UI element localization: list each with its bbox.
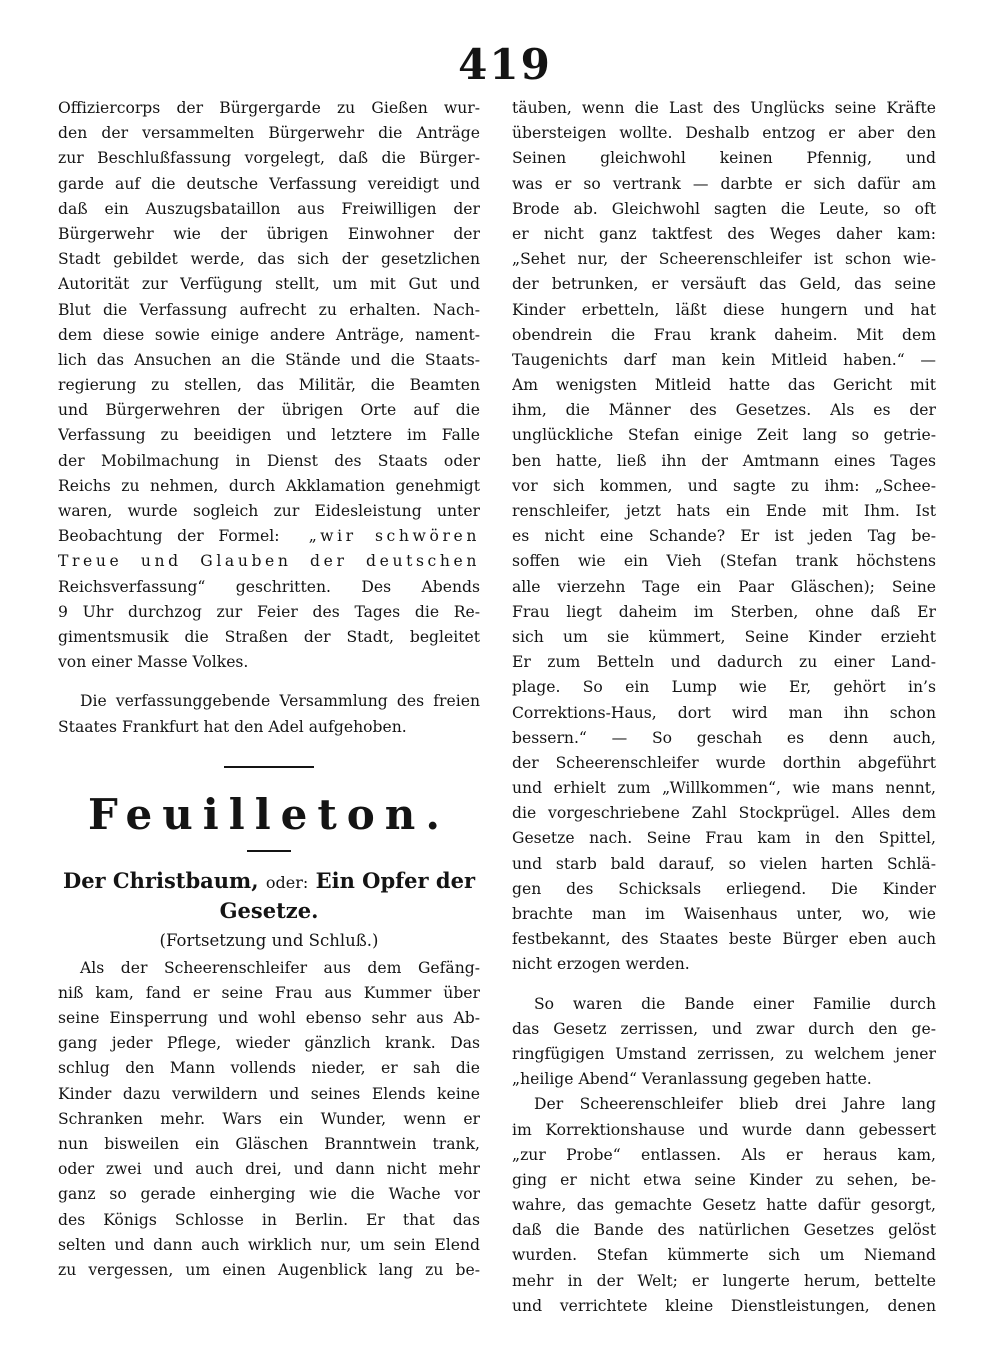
- text-line: „zur Probe“ entlassen. Als er heraus kam,: [512, 1145, 936, 1164]
- paragraph-giessen: [58, 96, 480, 675]
- text-line: „Sehet nur, der Scheerenschleifer ist schon wie-: [512, 250, 936, 269]
- text-line: und erhielt zum „Willkommen“, wie mans nennt,: [512, 779, 936, 798]
- text-line: regierung zu stellen, das Militär, die Beamten: [58, 376, 480, 395]
- text-line: unglückliche Stefan einige Zeit lang so getrie-: [512, 426, 936, 445]
- text-line: obendrein die Frau krank daheim. Mit dem: [512, 325, 936, 344]
- paragraph-frankfurt: [58, 689, 480, 739]
- formel-spaced: „wir schwören: [308, 527, 480, 546]
- text-line: So waren die Bande einer Familie durch: [534, 994, 936, 1013]
- text-line: waren, wurde sogleich zur Eidesleistung unter: [58, 502, 480, 520]
- text-line: und Bürgerwehren der übrigen Orte auf die: [58, 401, 480, 420]
- text-line: [58, 524, 480, 549]
- text-line: ihm, die Männer des Gesetzes. Als es der: [512, 401, 936, 420]
- right-column: [512, 96, 936, 1319]
- text-line: Taugenichts darf man kein Mitleid haben.“ —: [512, 350, 936, 369]
- paragraph-family: [512, 992, 936, 1093]
- text-line: die vorgeschriebene Zahl Stockprügel. Alles dem: [512, 804, 936, 823]
- text-line: Am wenigsten Mitleid hatte das Gericht mit: [512, 376, 936, 395]
- text-line: Als der Scheerenschleifer aus dem Gefäng-: [80, 958, 480, 977]
- text-line: soffen wie ein Vieh (Stefan trank höchstens: [512, 552, 936, 571]
- text-line: Gesetze nach. Seine Frau kam in den Spittel,: [512, 829, 936, 848]
- text-line: 9 Uhr durchzog zur Feier des Tages die Re-: [58, 602, 480, 621]
- article-title-line2: Gesetze.: [219, 897, 319, 923]
- text-line: wahre, das gemachte Gesetz hatte dafür gesorgt,: [512, 1196, 936, 1215]
- text-line: das Gesetz zerrissen, und zwar durch den ge-: [512, 1019, 936, 1038]
- text-line: was er so vertrank — darbte er sich dafür am: [512, 174, 936, 193]
- text-line: des Königs Schlosse in Berlin. Er that das: [58, 1210, 480, 1229]
- text-line: festbekannt, des Staates beste Bürger eben auch: [512, 930, 936, 949]
- text-line: Verfassung zu beeidigen und letztere im Falle: [58, 426, 480, 445]
- text-line: Correktions-Haus, dort wird man ihn schon: [512, 703, 936, 722]
- text-line: Kinder dazu verwildern und seines Elends keine: [58, 1084, 480, 1103]
- text-line: vor sich kommen, und sagte zu ihm: „Schee-: [512, 476, 936, 495]
- text-line: alle vierzehn Tage ein Paar Gläschen); Seine: [512, 577, 936, 596]
- article-title-oder: oder:: [265, 872, 309, 892]
- text-line: selten und dann auch wirklich nur, um sein Elend: [58, 1235, 480, 1254]
- text-line: Die verfassunggebende Versammlung des freien: [80, 692, 480, 711]
- text-line: nicht erzogen werden.: [512, 955, 690, 974]
- text-line: oder zwei und auch drei, und dann nicht mehr: [58, 1160, 480, 1179]
- article-subtitle: (Fortsetzung und Schluß.): [159, 930, 379, 950]
- text-line: bessern.“ — So geschah es denn auch,: [512, 728, 936, 747]
- text-line: Autorität zur Verfügung stellt, um mit Gut und: [58, 275, 480, 294]
- text-line: garde auf die deutsche Verfassung vereidigt und: [58, 174, 480, 193]
- left-column: [58, 96, 480, 1283]
- text-line: zur Beschlußfassung vorgelegt, daß die Bürger-: [58, 149, 480, 168]
- text-line: brachte man im Waisenhaus unter, wo, wie: [512, 905, 936, 923]
- text-line: ringfügigen Umstand zerrissen, zu welchem jener: [512, 1044, 936, 1063]
- text-line: Blut die Verfassung aufrecht zu erhalten. Nach-: [58, 300, 480, 319]
- text-line: mehr in der Welt; er lungerte herum, bettelte: [512, 1271, 936, 1290]
- text-line: Reichs zu nehmen, durch Akklamation genehmigt: [58, 476, 480, 495]
- text-line: daß die Bande des natürlichen Gesetzes gelöst: [512, 1221, 936, 1240]
- text-line: gen des Schicksals erliegend. Die Kinder: [512, 879, 936, 898]
- text-line: der betrunken, er versäuft das Geld, das seine: [512, 275, 936, 294]
- text-line: Staates Frankfurt hat den Adel aufgehoben.: [58, 717, 407, 736]
- text-line: nun bisweilen ein Gläschen Branntwein trank,: [58, 1135, 480, 1153]
- text-line: dem diese sowie einige andere Anträge, nament-: [58, 325, 480, 344]
- text-line: gimentsmusik die Straßen der Stadt, begleitet: [58, 627, 480, 646]
- text-line: und verrichtete kleine Dienstleistungen, denen: [512, 1296, 936, 1315]
- text-line: Stadt gebildet werde, das sich der gesetzlichen: [58, 250, 480, 269]
- section-title: Feuilleton.: [88, 789, 450, 839]
- text-line: Offiziercorps der Bürgergarde zu Gießen wur-: [58, 99, 480, 117]
- text-line: daß ein Auszugsbataillon aus Freiwilligen der: [58, 199, 480, 218]
- text-line: ganz so gerade einherging wie die Wache vor: [58, 1185, 480, 1204]
- text-line: seine Einsperrung und wohl ebenso sehr aus Ab-: [58, 1009, 480, 1028]
- text-line: schlug den Mann vollends nieder, er sah die: [58, 1059, 480, 1078]
- text-line: zu vergessen, um einen Augenblick lang zu be-: [58, 1260, 480, 1279]
- text-line: ben hatte, ließ ihn der Amtmann eines Tages: [512, 451, 936, 470]
- text-line: Bürgerwehr wie der übrigen Einwohner der: [58, 224, 480, 243]
- text-line: übersteigen wollte. Deshalb entzog er aber den: [512, 124, 936, 143]
- article-title-part2: Ein Opfer der: [315, 867, 476, 893]
- text-line: es nicht eine Schande? Er ist jeden Tag be-: [512, 527, 936, 546]
- text-line: Brode ab. Gleichwohl sagten die Leute, so oft: [512, 199, 936, 218]
- text-line: Der Scheerenschleifer blieb drei Jahre lang: [534, 1095, 936, 1114]
- text-line: Kinder erbetteln, läßt diese hungern und hat: [512, 300, 936, 319]
- article-title: [58, 866, 480, 896]
- paragraph-correction-house: [512, 1092, 936, 1319]
- text-line: von einer Masse Volkes.: [58, 653, 249, 672]
- text-line: Seinen gleichwohl keinen Pfennig, und: [512, 149, 936, 168]
- text-line: plage. So ein Lump wie Er, gehört in’s: [512, 678, 936, 697]
- text-line: wurden. Stefan kümmerte sich um Niemand: [512, 1246, 936, 1265]
- text-line: niß kam, fand er seine Frau aus Kummer über: [58, 983, 480, 1002]
- text-line-spaced: Treue und Glauben der deutschen: [58, 552, 480, 571]
- text-line-start: Beobachtung der Formel:: [58, 527, 280, 546]
- text-line: renschleifer, jetzt hats ein Ende mit Ihm. Ist: [512, 502, 936, 520]
- text-line: gang jeder Pflege, wieder gänzlich krank. Das: [58, 1034, 480, 1053]
- text-line: den der versammelten Bürgerwehr die Anträge: [58, 124, 480, 143]
- text-line: er nicht ganz taktfest des Weges daher kam:: [512, 224, 936, 243]
- text-line: Reichsverfassung“ geschritten. Des Abends: [58, 577, 480, 596]
- text-line: im Korrektionshause und wurde dann gebessert: [512, 1120, 936, 1139]
- paragraph-continuation: [512, 96, 936, 978]
- text-line: Frau liegt daheim im Sterben, ohne daß Er: [512, 602, 936, 621]
- text-line: lich das Ansuchen an die Stände und die Staats-: [58, 350, 480, 369]
- article-title-part1: Der Christbaum,: [62, 867, 259, 893]
- text-line: ging er nicht etwa seine Kinder zu sehen, be-: [512, 1170, 936, 1189]
- paragraph-article-start: [58, 956, 480, 1283]
- text-line: der Mobilmachung in Dienst des Staats oder: [58, 451, 480, 470]
- text-line: Er zum Betteln und dadurch zu einer Land-: [512, 653, 936, 672]
- text-line: und starb bald darauf, so vielen harten Schlä-: [512, 854, 936, 873]
- page-number: 419: [458, 40, 552, 89]
- text-line: der Scheerenschleifer wurde dorthin abgeführt: [512, 753, 936, 772]
- text-line: täuben, wenn die Last des Unglücks seine Kräfte: [512, 99, 936, 117]
- text-line: „heilige Abend“ Veranlassung gegeben hatte.: [512, 1070, 872, 1089]
- text-line: Schranken mehr. Wars ein Wunder, wenn er: [58, 1109, 480, 1128]
- text-line: sich um sie kümmert, Seine Kinder erzieht: [512, 627, 936, 646]
